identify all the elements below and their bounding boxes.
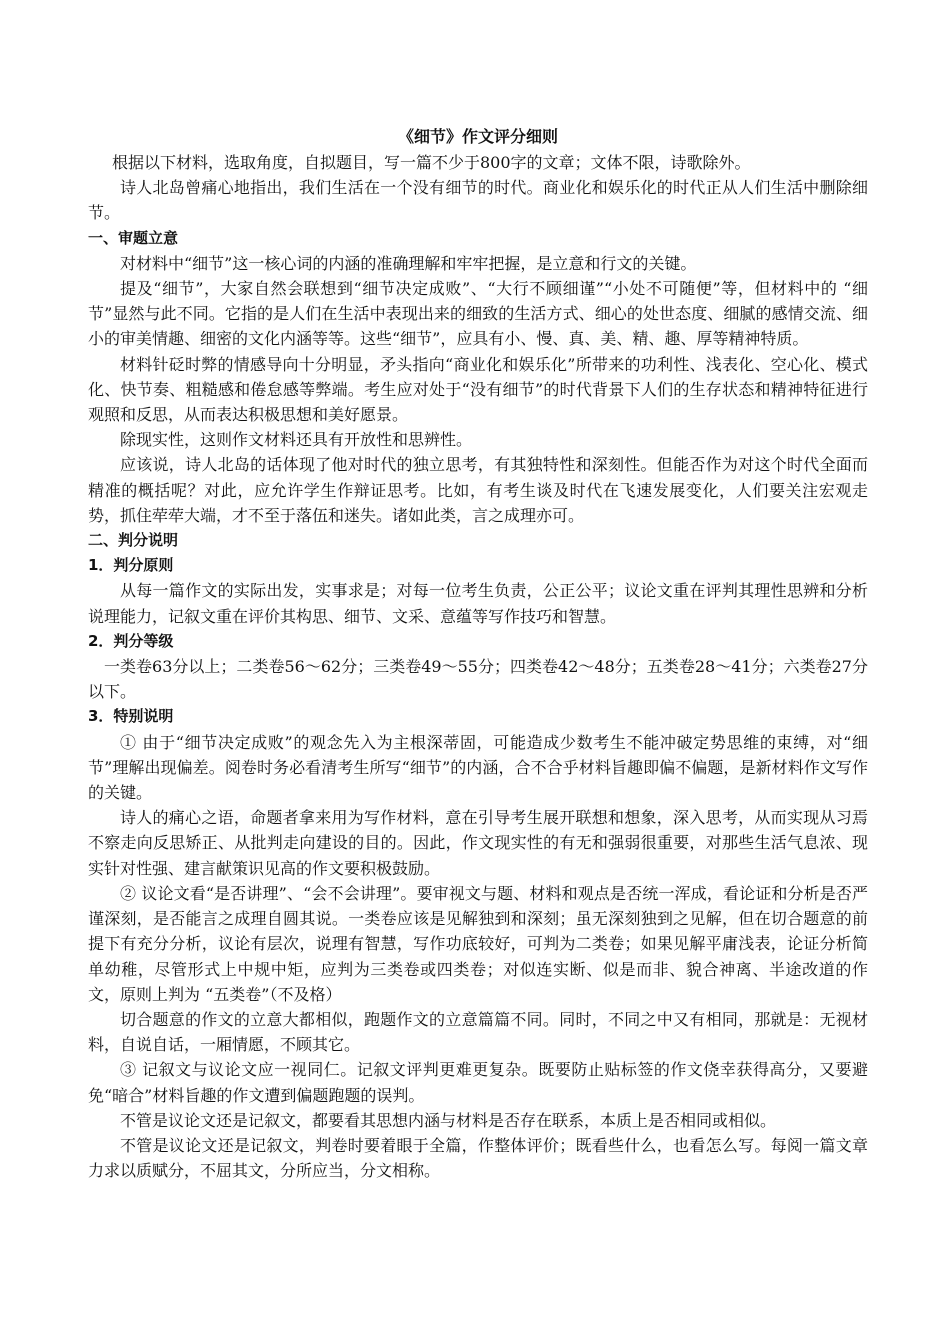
subsection-heading-principles: 1．判分原则 xyxy=(88,556,174,575)
paragraph: 切合题意的作文的立意大都相似，跑题作文的立意篇篇不同。同时，不同之中又有相同，那就是：无视材料，自说自话，一厢情愿，不顾其它。 xyxy=(88,1009,868,1055)
paragraph: 不管是议论文还是记叙文，判卷时要着眼于全篇，作整体评价；既看些什么，也看怎么写。每阅一篇文章力求以质赋分，不屈其文，分所应当，分文相称。 xyxy=(88,1135,868,1181)
paragraph: 除现实性，这则作文材料还具有开放性和思辨性。 xyxy=(120,430,473,450)
paragraph: ② 议论文看“是否讲理”、“会不会讲理”。要审视文与题、材料和观点是否统一浑成，看论证和分析是否严谨深刻，是否能言之成理自圆其说。一类卷应该是见解独到和深刻；虽无深刻独到之见解，但在切合题意的前提下有充分分析，议论有层次，说理有智慧，写作功底较好，可判为二类卷；如果见解平庸浅表，论证分析简单幼稚，尽管形式上中规中矩，应判为三类卷或四类卷；对似连实断、似是而非、貌合神离、半途改道的作文，原则上判为 “五类卷”（不及格） xyxy=(88,883,868,1004)
paragraph: 对材料中“细节”这一核心词的内涵的准确理解和牢牢把握，是立意和行文的关键。 xyxy=(120,253,697,273)
paragraph: ③ 记叙文与议论文应一视同仁。记叙文评判更难更复杂。既要防止贴标签的作文侥幸获得高分，又要避免“暗合”材料旨趣的作文遭到偏题跑题的误判。 xyxy=(88,1060,868,1105)
subsection-heading-notes: 3．特别说明 xyxy=(88,707,174,726)
paragraph: 一类卷63分以上；二类卷56～62分；三类卷49～55分；四类卷42～48分；五类卷28～41分；六类卷27分以下。 xyxy=(88,657,868,702)
document-title: 《细节》作文评分细则 xyxy=(397,127,558,146)
paragraph: 从每一篇作文的实际出发，实事求是；对每一位考生负责，公正公平；议论文重在评判其理性思辨和分析说理能力，记叙文重在评价其构思、细节、文采、意蕴等写作技巧和智慧。 xyxy=(88,581,868,626)
prompt-material: 诗人北岛曾痛心地指出，我们生活在一个没有细节的时代。商业化和娱乐化的时代正从人们生活中删除细节。 xyxy=(88,178,868,223)
section-heading-topic: 一、审题立意 xyxy=(88,228,179,247)
prompt-instruction: 根据以下材料，选取角度，自拟题目，写一篇不少于800字的文章；文体不限，诗歌除外。 xyxy=(112,153,751,172)
paragraph: ① 由于“细节决定成败”的观念先入为主根深蒂固，可能造成少数考生不能冲破定势思维的束缚，对“细节”理解出现偏差。阅卷时务必看清考生所写“细节”的内涵，合不合乎材料旨趣即偏不偏题，是新材料作文写作的关键。 xyxy=(88,732,868,803)
paragraph: 不管是议论文还是记叙文，都要看其思想内涵与材料是否存在联系，本质上是否相同或相似。 xyxy=(120,1110,777,1130)
paragraph: 应该说，诗人北岛的话体现了他对时代的独立思考，有其独特性和深刻性。但能否作为对这个时代全面而精准的概括呢？对此，应允许学生作辩证思考。比如，有考生谈及时代在飞速发展变化，人们要关注宏观走势，抓住荦荦大端，才不至于落伍和迷失。诸如此类，言之成理亦可。 xyxy=(88,455,868,525)
paragraph: 材料针砭时弊的情感导向十分明显，矛头指向“商业化和娱乐化”所带来的功利性、浅表化、空心化、模式化、快节奏、粗糙感和倦怠感等弊端。考生应对处于“没有细节”的时代背景下人们的生存状态和精神特征进行观照和反思，从而表达积极思想和美好愿景。 xyxy=(88,354,868,425)
section-heading-scoring: 二、判分说明 xyxy=(88,531,179,550)
paragraph: 诗人的痛心之语，命题者拿来用为写作材料，意在引导考生展开联想和想象，深入思考，从而实现从习焉不察走向反思矫正、从批判走向建设的目的。因此，作文现实性的有无和强弱很重要，对那些生活气息浓、现实针对性强、建言献策识见高的作文要积极鼓励。 xyxy=(88,808,868,878)
subsection-heading-grades: 2．判分等级 xyxy=(88,631,174,650)
paragraph: 提及“细节”，大家自然会联想到“细节决定成败”、“大行不顾细谨”“小处不可随便”等，但材料中的 “细节”显然与此不同。它指的是人们在生活中表现出来的细致的生活方式、细心的处世态度、细腻的感情交流、细小的审美情趣、细密的文化内涵等等。这些“细节”，应具有小、慢、真、美、精、趣、厚等精神特质。 xyxy=(88,279,868,349)
